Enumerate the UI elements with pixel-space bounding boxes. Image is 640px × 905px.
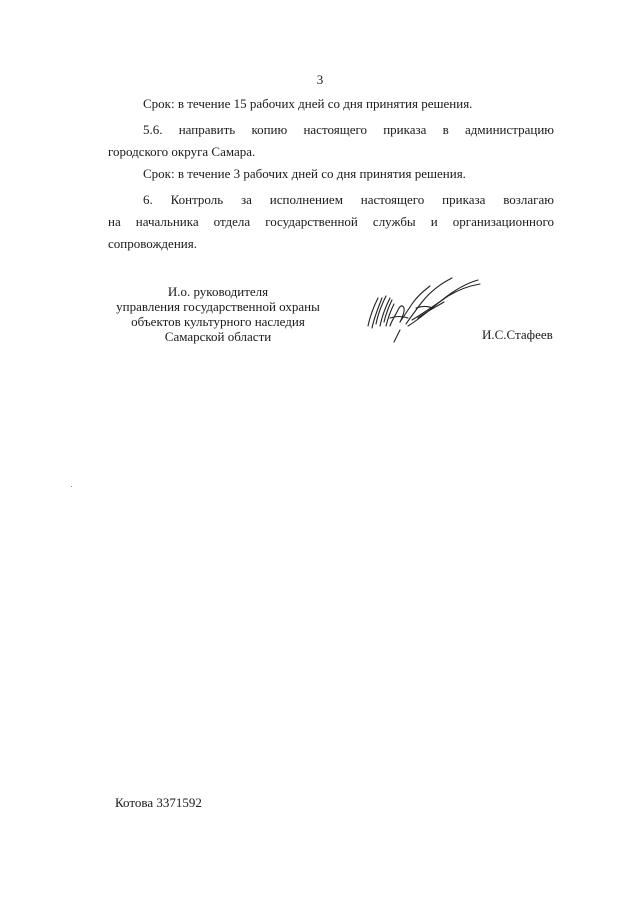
- signatory-position: [100, 284, 336, 344]
- item-6-line-1: 6. Контроль за исполнением настоящего приказа возлагаю: [143, 192, 554, 207]
- item-6-paragraph: [108, 189, 554, 255]
- position-line-3: объектов культурного наследия: [131, 314, 305, 329]
- deadline-paragraph-1: Срок: в течение 15 рабочих дней со дня принятия решения.: [143, 96, 473, 111]
- position-line-1: И.о. руководителя: [167, 284, 269, 299]
- signer-name: И.С.Стафеев: [482, 327, 553, 342]
- handwritten-signature: [360, 268, 490, 348]
- item-5-6-paragraph: [108, 119, 554, 163]
- item-6-line-3: сопровождения.: [108, 236, 197, 251]
- position-line-2: управления государственной охраны: [116, 299, 320, 314]
- position-line-4: Самарской области: [164, 329, 272, 344]
- deadline-paragraph-2: Срок: в течение 3 рабочих дней со дня принятия решения.: [143, 166, 466, 181]
- deadline-paragraph-2-block: [108, 163, 554, 185]
- item-5-6-line-1: 5.6. направить копию настоящего приказа в администрацию: [143, 122, 554, 137]
- item-5-6-line-2: городского округа Самара.: [108, 144, 256, 159]
- scan-speck: [71, 486, 72, 487]
- page-number: 3: [316, 72, 324, 87]
- item-6-line-2: на начальника отдела государственной службы и организационного: [108, 214, 554, 229]
- document-body: [108, 93, 554, 115]
- executor-contact: Котова 3371592: [115, 795, 202, 810]
